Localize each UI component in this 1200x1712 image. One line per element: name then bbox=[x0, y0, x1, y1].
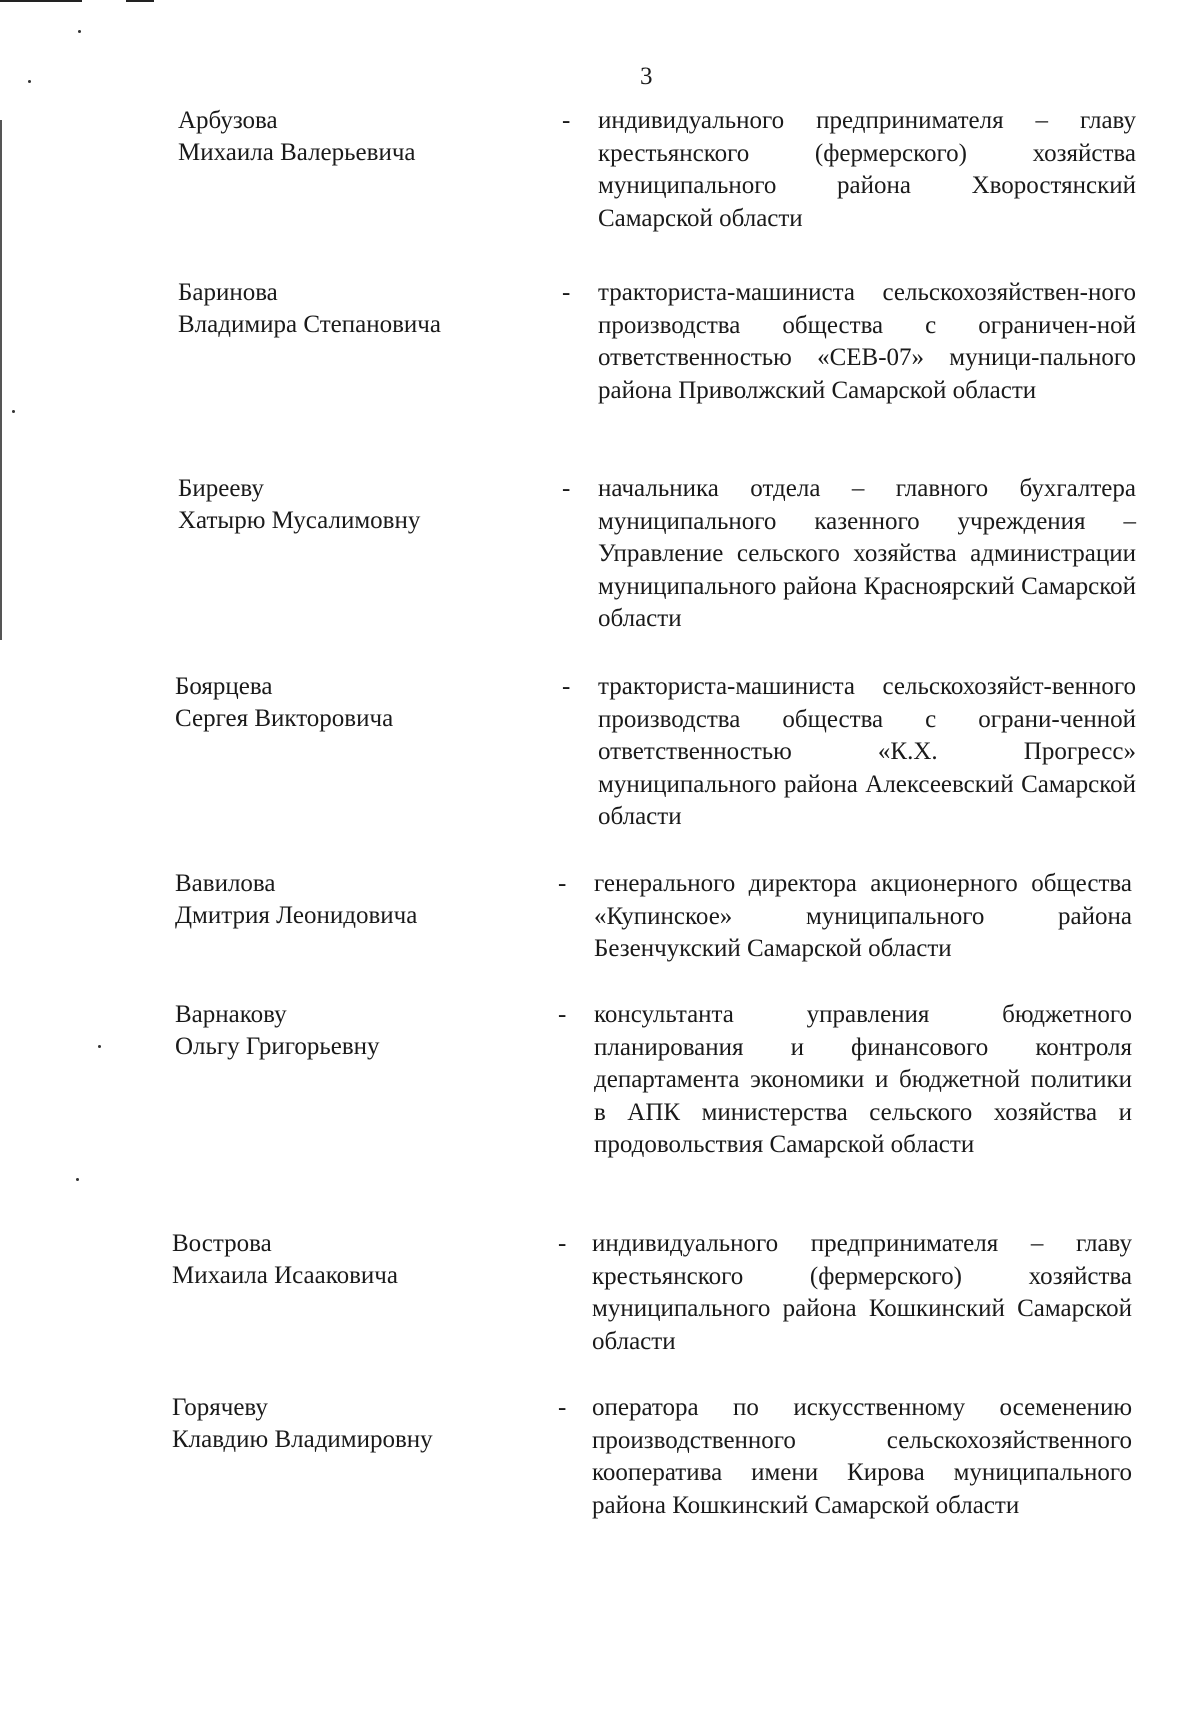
dash-separator: - bbox=[558, 1230, 567, 1257]
given-names: Михаила Исааковича bbox=[172, 1262, 398, 1289]
dash-separator: - bbox=[562, 475, 571, 502]
page-number: 3 bbox=[640, 63, 653, 90]
dash-separator: - bbox=[562, 673, 571, 700]
list-item bbox=[0, 1228, 1200, 1392]
position-description: оператора по искусственному осеменению производственного сельскохозяйственного кооператива имени Кирова муниципального района Кошкинский Самарской области bbox=[592, 1394, 1132, 1519]
given-names: Дмитрия Леонидовича bbox=[175, 902, 418, 929]
scan-speck bbox=[28, 80, 31, 83]
dash-separator: - bbox=[562, 107, 571, 134]
position-description: тракториста-машиниста сельскохозяйст-венного производства общества с ограни-ченной ответственностью «К.Х. Прогресс» муниципального района Алексеевский Самарской области bbox=[598, 673, 1136, 830]
scan-mark-top-left bbox=[0, 0, 82, 2]
given-names: Клавдию Владимировну bbox=[172, 1426, 433, 1453]
dash-separator: - bbox=[558, 1394, 567, 1421]
surname: Бирееву bbox=[178, 475, 264, 502]
surname: Вавилова bbox=[175, 870, 276, 897]
list-item bbox=[0, 671, 1200, 868]
dash-separator: - bbox=[558, 1001, 567, 1028]
dash-separator: - bbox=[558, 870, 567, 897]
person-name bbox=[178, 277, 538, 341]
list-item bbox=[0, 473, 1200, 671]
list-item bbox=[0, 868, 1200, 999]
scan-mark-top bbox=[126, 0, 154, 2]
position-description: консультанта управления бюджетного планирования и финансового контроля департамента экономики и бюджетной политики в АПК министерства сельского хозяйства и продовольствия Самарской области bbox=[594, 1001, 1132, 1158]
list-item bbox=[0, 999, 1200, 1228]
position-description: начальника отдела – главного бухгалтера муниципального казенного учреждения – Управление сельского хозяйства администрации муниципального района Красноярский Самарской области bbox=[598, 475, 1136, 632]
person-name bbox=[175, 671, 535, 735]
list-item bbox=[0, 1392, 1200, 1588]
surname: Боярцева bbox=[175, 673, 273, 700]
scan-speck bbox=[78, 30, 81, 33]
person-name bbox=[175, 999, 535, 1063]
position-description: индивидуального предпринимателя – главу крестьянского (фермерского) хозяйства муниципального района Хворостянский Самарской области bbox=[598, 107, 1136, 232]
surname: Вострова bbox=[172, 1230, 272, 1257]
position-description: тракториста-машиниста сельскохозяйствен-ного производства общества с ограничен-ной ответственностью «СЕВ-07» муници-пального района Приволжский Самарской области bbox=[598, 279, 1136, 404]
position-description: индивидуального предпринимателя – главу крестьянского (фермерского) хозяйства муниципального района Кошкинский Самарской области bbox=[592, 1230, 1132, 1355]
person-name bbox=[172, 1392, 532, 1456]
given-names: Ольгу Григорьевну bbox=[175, 1033, 380, 1060]
given-names: Хатырю Мусалимовну bbox=[178, 507, 421, 534]
person-name bbox=[178, 105, 538, 169]
person-name bbox=[178, 473, 538, 537]
list-item bbox=[0, 277, 1200, 473]
list-item bbox=[0, 105, 1200, 277]
dash-separator: - bbox=[562, 279, 571, 306]
surname: Баринова bbox=[178, 279, 278, 306]
given-names: Владимира Степановича bbox=[178, 311, 441, 338]
award-list bbox=[0, 105, 1200, 1588]
person-name bbox=[172, 1228, 532, 1292]
given-names: Михаила Валерьевича bbox=[178, 139, 416, 166]
position-description: генерального директора акционерного общества «Купинское» муниципального района Безенчукский Самарской области bbox=[594, 870, 1132, 962]
surname: Арбузова bbox=[178, 107, 278, 134]
person-name bbox=[175, 868, 535, 932]
given-names: Сергея Викторовича bbox=[175, 705, 394, 732]
surname: Варнакову bbox=[175, 1001, 287, 1028]
surname: Горячеву bbox=[172, 1394, 268, 1421]
